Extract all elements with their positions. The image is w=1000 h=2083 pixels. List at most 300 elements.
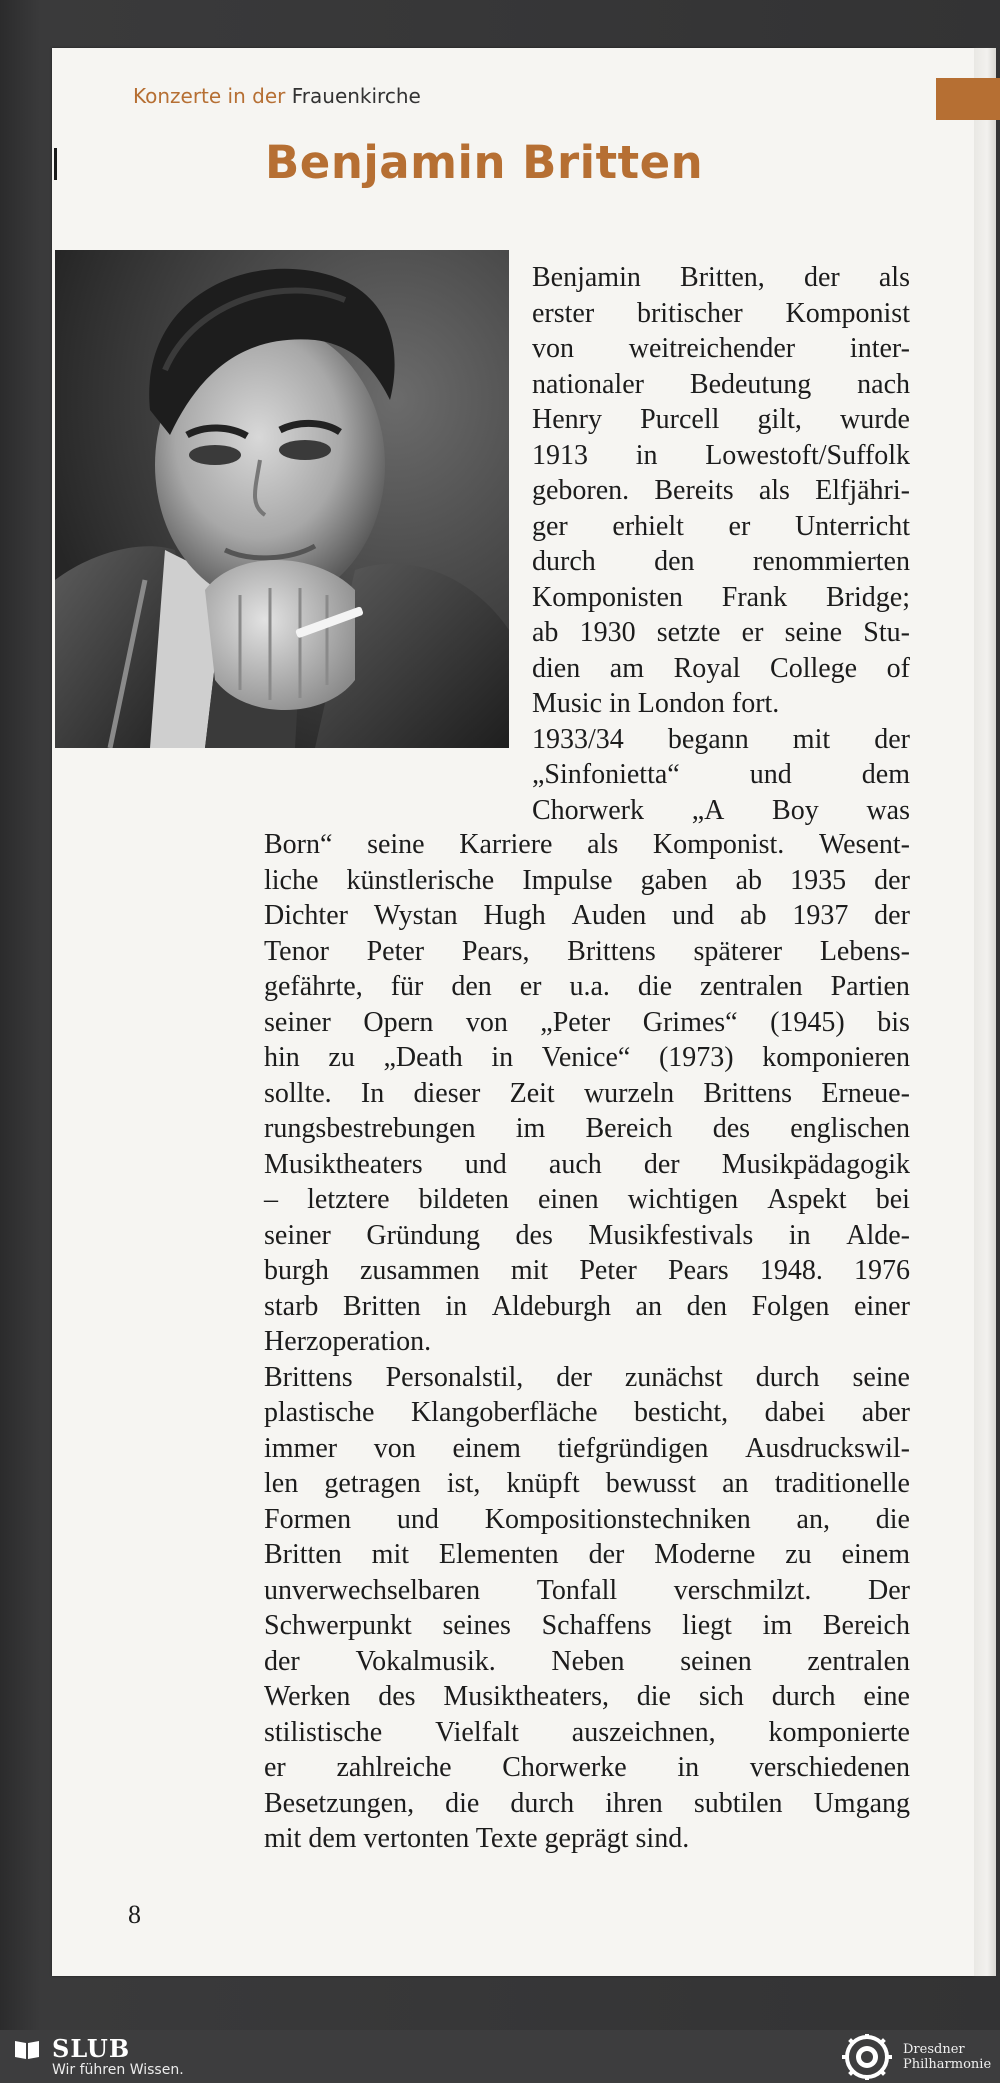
word: englischen — [790, 1113, 910, 1144]
text-line — [532, 438, 910, 474]
text-span — [532, 296, 910, 332]
text-line — [532, 651, 910, 687]
word: Grimes“ — [642, 1006, 738, 1038]
word: Komponist — [785, 297, 910, 329]
word: Britten — [343, 1290, 421, 1322]
word: mit — [371, 1539, 410, 1570]
word: mit — [510, 1255, 549, 1286]
text-line — [532, 793, 910, 829]
text-line — [532, 473, 910, 509]
slub-tagline: Wir führen Wissen. — [52, 2062, 184, 2078]
text-span — [264, 1786, 910, 1822]
text-span — [264, 1395, 910, 1431]
word: Auden — [571, 900, 647, 931]
word: – — [264, 1184, 278, 1215]
word: verschmilzt. — [673, 1574, 812, 1606]
word: Umgang — [813, 1787, 910, 1819]
text-span — [532, 544, 910, 580]
word: Born“ — [264, 829, 333, 860]
word: Peter — [579, 1255, 637, 1286]
intro-paragraph — [532, 260, 910, 828]
word: geboren. — [532, 475, 630, 506]
word: Opern — [363, 1006, 434, 1038]
word: im — [515, 1113, 546, 1144]
text-span — [264, 1076, 910, 1112]
text-span — [264, 1750, 910, 1786]
word: Musiktheaters — [264, 1148, 423, 1180]
word: Ausdruckswil- — [745, 1432, 910, 1464]
word: Pears, — [461, 935, 530, 967]
section-tab-marker — [936, 78, 1000, 120]
text-line — [264, 827, 910, 863]
word: als — [878, 262, 910, 293]
text-span — [264, 969, 910, 1005]
text-span — [264, 1644, 910, 1680]
word: an — [635, 1290, 662, 1322]
word: Musikpädagogik — [721, 1148, 910, 1180]
word: bis — [877, 1006, 910, 1038]
word: zentralen — [700, 971, 803, 1002]
text-line — [532, 260, 910, 296]
word: die — [636, 1681, 671, 1712]
word: er — [728, 510, 751, 542]
word: einem — [841, 1539, 910, 1570]
text-line — [532, 544, 910, 580]
text-line — [264, 934, 910, 970]
word: dem — [861, 759, 910, 790]
word: des — [712, 1113, 751, 1144]
word: getragen — [324, 1468, 421, 1499]
text-span — [532, 651, 910, 687]
word: Tenor — [264, 935, 329, 967]
next-page-edge — [974, 48, 996, 1976]
text-span — [532, 367, 910, 403]
word: zahlreiche — [336, 1752, 452, 1783]
word: Der — [868, 1574, 910, 1606]
word: Komponist. — [652, 829, 785, 860]
word: den — [654, 546, 695, 577]
word: In — [360, 1077, 385, 1109]
word: letztere — [307, 1184, 390, 1215]
text-span — [264, 1573, 910, 1609]
word: burgh — [264, 1255, 329, 1286]
text-line — [264, 1147, 910, 1183]
word: immer — [264, 1432, 338, 1464]
word: Musikfestivals — [588, 1219, 754, 1251]
word: aber — [861, 1397, 910, 1428]
word: wurde — [840, 404, 910, 435]
text-line — [532, 402, 910, 438]
word: wurzeln — [583, 1077, 675, 1109]
word: 1913 — [532, 439, 588, 471]
text-span — [264, 1111, 910, 1147]
word: Formen — [264, 1503, 352, 1535]
word: britischer — [636, 297, 743, 329]
word: seiner — [264, 1006, 331, 1038]
text-line — [264, 1005, 910, 1041]
text-line — [264, 1537, 910, 1573]
word: knüpft — [506, 1468, 580, 1499]
word: und — [396, 1503, 439, 1535]
word: Moderne — [654, 1539, 756, 1570]
word: Wystan — [373, 900, 458, 931]
text-span — [532, 580, 910, 616]
word: auszeichnen, — [571, 1716, 716, 1748]
word: durch — [532, 546, 596, 577]
text-line — [264, 1360, 910, 1396]
word: an, — [796, 1503, 830, 1535]
running-head-accent: Konzerte in der — [133, 84, 286, 108]
word: Bereits — [654, 475, 734, 506]
text-span — [264, 1431, 910, 1467]
word: Chorwerke — [502, 1752, 627, 1783]
text-span — [264, 1502, 910, 1538]
word: am — [609, 652, 644, 684]
word: Elementen — [438, 1539, 559, 1570]
word: Dichter — [264, 900, 348, 931]
word: der — [874, 864, 910, 896]
word: seine — [784, 617, 843, 648]
word: seine — [367, 829, 425, 860]
text-span — [264, 1537, 910, 1573]
word: ab — [532, 617, 559, 648]
word: Pears — [668, 1255, 729, 1286]
word: 1948. — [759, 1255, 823, 1286]
text-span — [264, 1289, 910, 1325]
word: inter- — [849, 333, 910, 364]
text-line — [264, 1076, 910, 1112]
word: der — [874, 900, 910, 931]
word: in — [445, 1290, 468, 1322]
word: auch — [548, 1148, 602, 1180]
text-span — [264, 1147, 910, 1183]
word: Neben — [551, 1645, 625, 1677]
text-line — [264, 1715, 910, 1751]
word: liegt — [682, 1610, 732, 1641]
viewer-footer-bar — [0, 2030, 1000, 2083]
text-span — [264, 1715, 910, 1751]
word: durch — [771, 1681, 836, 1712]
text-line — [532, 367, 910, 403]
word: durch — [755, 1361, 820, 1393]
text-line: Herzoperation. — [264, 1326, 432, 1357]
word: wichtigen — [627, 1184, 739, 1215]
word: gilt, — [757, 404, 802, 435]
word: Chorwerk — [532, 794, 644, 826]
article-title: Benjamin Britten — [265, 136, 704, 189]
word: zu — [328, 1042, 355, 1073]
word: Aldeburgh — [491, 1290, 611, 1322]
text-span — [532, 757, 910, 793]
word: subtilen — [693, 1787, 783, 1819]
word: Purcell — [640, 404, 720, 435]
text-span — [532, 438, 910, 474]
word: rungsbestrebungen — [264, 1113, 476, 1144]
philharmonie-name-line2: Philharmonie — [903, 2057, 992, 2072]
text-span — [264, 898, 910, 934]
word: Boy — [772, 794, 819, 826]
text-span — [264, 1218, 910, 1254]
word: Folgen — [751, 1290, 830, 1322]
word: Schwerpunkt — [264, 1610, 412, 1641]
text-line — [264, 1644, 910, 1680]
word: Britten, — [680, 262, 765, 293]
text-line — [264, 1111, 910, 1147]
text-line: mit dem vertonten Texte geprägt sind. — [264, 1823, 690, 1854]
word: des — [515, 1219, 553, 1251]
word: Personalstil, — [385, 1361, 524, 1393]
word: der — [264, 1645, 300, 1677]
word: gaben — [640, 864, 708, 896]
word: „A — [691, 794, 725, 826]
text-span — [264, 1679, 910, 1715]
slub-logo-text[interactable]: SLUB — [52, 2034, 131, 2063]
word: Tonfall — [536, 1574, 618, 1606]
word: Britten — [264, 1539, 342, 1570]
word: starb — [264, 1290, 319, 1322]
book-icon[interactable] — [14, 2038, 40, 2060]
word: sollte. — [264, 1077, 332, 1109]
word: Musiktheaters, — [443, 1681, 609, 1712]
word: (1945) — [770, 1006, 845, 1038]
word: was — [866, 794, 910, 826]
text-span — [264, 1253, 910, 1289]
word: 1933/34 — [532, 723, 624, 755]
word: seine — [852, 1361, 910, 1393]
text-line — [264, 1395, 910, 1431]
word: Bridge; — [826, 581, 910, 613]
word: seiner — [264, 1219, 331, 1251]
text-line — [264, 1040, 910, 1076]
text-span — [264, 827, 910, 863]
word: künstlerische — [346, 864, 495, 896]
word: 1976 — [853, 1255, 910, 1286]
word: Frank — [721, 581, 788, 613]
word: Stu- — [863, 617, 910, 648]
word: dieser — [413, 1077, 481, 1109]
word: Besetzungen, — [264, 1787, 415, 1819]
word: der — [643, 1148, 680, 1180]
text-line — [264, 1750, 910, 1786]
text-span — [532, 615, 910, 651]
word: Schaffens — [541, 1610, 652, 1641]
word: einer — [853, 1290, 910, 1322]
word: von — [465, 1006, 508, 1038]
word: unverwechselbaren — [264, 1574, 481, 1606]
word: tiefgründigen — [557, 1432, 709, 1464]
word: in — [491, 1042, 514, 1073]
text-span — [532, 331, 910, 367]
word: erhielt — [612, 510, 684, 542]
text-line — [264, 898, 910, 934]
word: Vielfalt — [435, 1716, 519, 1748]
text-line — [264, 1253, 910, 1289]
word: den — [686, 1290, 727, 1322]
text-span — [532, 509, 910, 545]
word: seinen — [680, 1645, 752, 1677]
portrait-photo — [55, 250, 509, 748]
text-span — [532, 793, 910, 829]
word: Aspekt — [767, 1184, 847, 1215]
text-line — [532, 757, 910, 793]
text-span — [264, 1608, 910, 1644]
word: späterer — [693, 935, 783, 967]
word: liche — [264, 864, 319, 896]
word: Erneue- — [821, 1077, 910, 1109]
text-span — [264, 863, 910, 899]
page-number: 8 — [128, 1900, 141, 1929]
text-span — [264, 1005, 910, 1041]
text-line — [532, 615, 910, 651]
word: er — [264, 1752, 286, 1783]
word: er — [519, 971, 542, 1002]
word: des — [378, 1681, 416, 1712]
margin-rule — [54, 148, 57, 180]
word: Vokalmusik. — [355, 1645, 496, 1677]
word: zu — [785, 1539, 812, 1570]
word: Benjamin — [532, 262, 641, 293]
text-line — [532, 331, 910, 367]
word: u.a. — [569, 971, 610, 1002]
word: besticht, — [634, 1397, 729, 1428]
word: für — [390, 971, 424, 1002]
word: „Peter — [540, 1006, 611, 1038]
word: von — [532, 333, 574, 364]
word: Lowestoft/Suffolk — [705, 439, 910, 471]
word: dien — [532, 652, 581, 684]
word: Peter — [366, 935, 425, 967]
word: Alde- — [846, 1219, 910, 1251]
main-paragraphs — [264, 827, 910, 1857]
word: ist, — [446, 1468, 481, 1499]
word: im — [762, 1610, 793, 1641]
word: Elfjähri- — [815, 475, 910, 506]
text-span — [264, 1182, 910, 1218]
word: 1937 — [792, 900, 849, 931]
word: Lebens- — [819, 935, 910, 967]
word: und — [464, 1148, 507, 1180]
word: Bereich — [822, 1610, 910, 1641]
word: weitreichender — [628, 333, 796, 364]
portrait-image — [55, 250, 509, 748]
text-line — [264, 863, 910, 899]
text-line — [532, 722, 910, 758]
text-line: Music in London fort. — [532, 688, 780, 719]
word: die — [875, 1503, 910, 1535]
word: Brittens — [264, 1361, 353, 1393]
word: setzte — [656, 617, 721, 648]
word: zusammen — [359, 1255, 480, 1286]
word: Brittens — [567, 935, 656, 967]
word: len — [264, 1468, 299, 1499]
text-line — [264, 1786, 910, 1822]
text-line — [264, 1466, 910, 1502]
word: Unterricht — [794, 510, 910, 542]
word: (1973) — [658, 1042, 734, 1073]
word: Partien — [830, 971, 910, 1002]
word: „Death — [383, 1042, 463, 1073]
word: Bereich — [585, 1113, 673, 1144]
philharmonie-name[interactable] — [903, 2042, 991, 2072]
word: einem — [452, 1432, 521, 1464]
word: Wesent- — [818, 829, 910, 860]
word: Karriere — [459, 829, 553, 860]
word: der — [874, 723, 910, 755]
word: der — [588, 1539, 625, 1570]
word: Hugh — [483, 900, 546, 931]
word: bildeten — [418, 1184, 509, 1215]
word: ab — [735, 864, 762, 896]
word: Klangoberfläche — [410, 1397, 598, 1428]
word: Bedeutung — [689, 368, 812, 400]
word: ab — [740, 900, 767, 931]
text-span — [264, 934, 910, 970]
word: Komponisten — [532, 581, 683, 613]
word: Impulse — [522, 864, 613, 896]
word: die — [445, 1787, 480, 1819]
text-line — [264, 1502, 910, 1538]
word: verschiedenen — [749, 1752, 910, 1783]
word: und — [749, 759, 792, 790]
text-line — [264, 1218, 910, 1254]
word: Kompositionstechniken — [484, 1503, 751, 1535]
word: komponieren — [762, 1042, 910, 1073]
text-span — [532, 260, 910, 296]
word: Royal — [673, 652, 741, 684]
word: sich — [698, 1681, 744, 1712]
word: der — [556, 1361, 592, 1393]
word: Gründung — [366, 1219, 480, 1251]
word: zentralen — [807, 1645, 910, 1677]
running-head — [133, 84, 421, 108]
word: den — [451, 971, 492, 1002]
word: an — [722, 1468, 749, 1499]
word: stilistische — [264, 1716, 383, 1748]
word: von — [373, 1432, 416, 1464]
word: zunächst — [624, 1361, 723, 1393]
word: begann — [667, 723, 749, 755]
word: komponierte — [768, 1716, 910, 1748]
word: ihren — [605, 1787, 663, 1819]
word: 1930 — [579, 617, 636, 648]
text-line — [264, 1431, 910, 1467]
word: renommierten — [752, 546, 910, 577]
text-span — [532, 473, 910, 509]
word: erster — [532, 297, 595, 329]
word: und — [672, 900, 715, 931]
word: der — [803, 262, 840, 293]
word: Brittens — [703, 1077, 793, 1109]
word: ger — [532, 510, 568, 542]
word: durch — [510, 1787, 575, 1819]
text-span — [264, 1360, 910, 1396]
text-span — [264, 1466, 910, 1502]
word: bewusst — [605, 1468, 696, 1499]
word: er — [741, 617, 764, 648]
word: in — [677, 1752, 700, 1783]
word: of — [886, 652, 910, 684]
word: hin — [264, 1042, 300, 1073]
word: dabei — [764, 1397, 826, 1428]
word: seines — [442, 1610, 511, 1641]
text-span — [532, 402, 910, 438]
word: als — [758, 475, 790, 506]
philharmonie-logo-icon[interactable] — [840, 2034, 894, 2080]
word: einen — [537, 1184, 599, 1215]
text-span — [532, 722, 910, 758]
word: in — [635, 439, 658, 471]
running-head-rest: Frauenkirche — [291, 84, 421, 108]
